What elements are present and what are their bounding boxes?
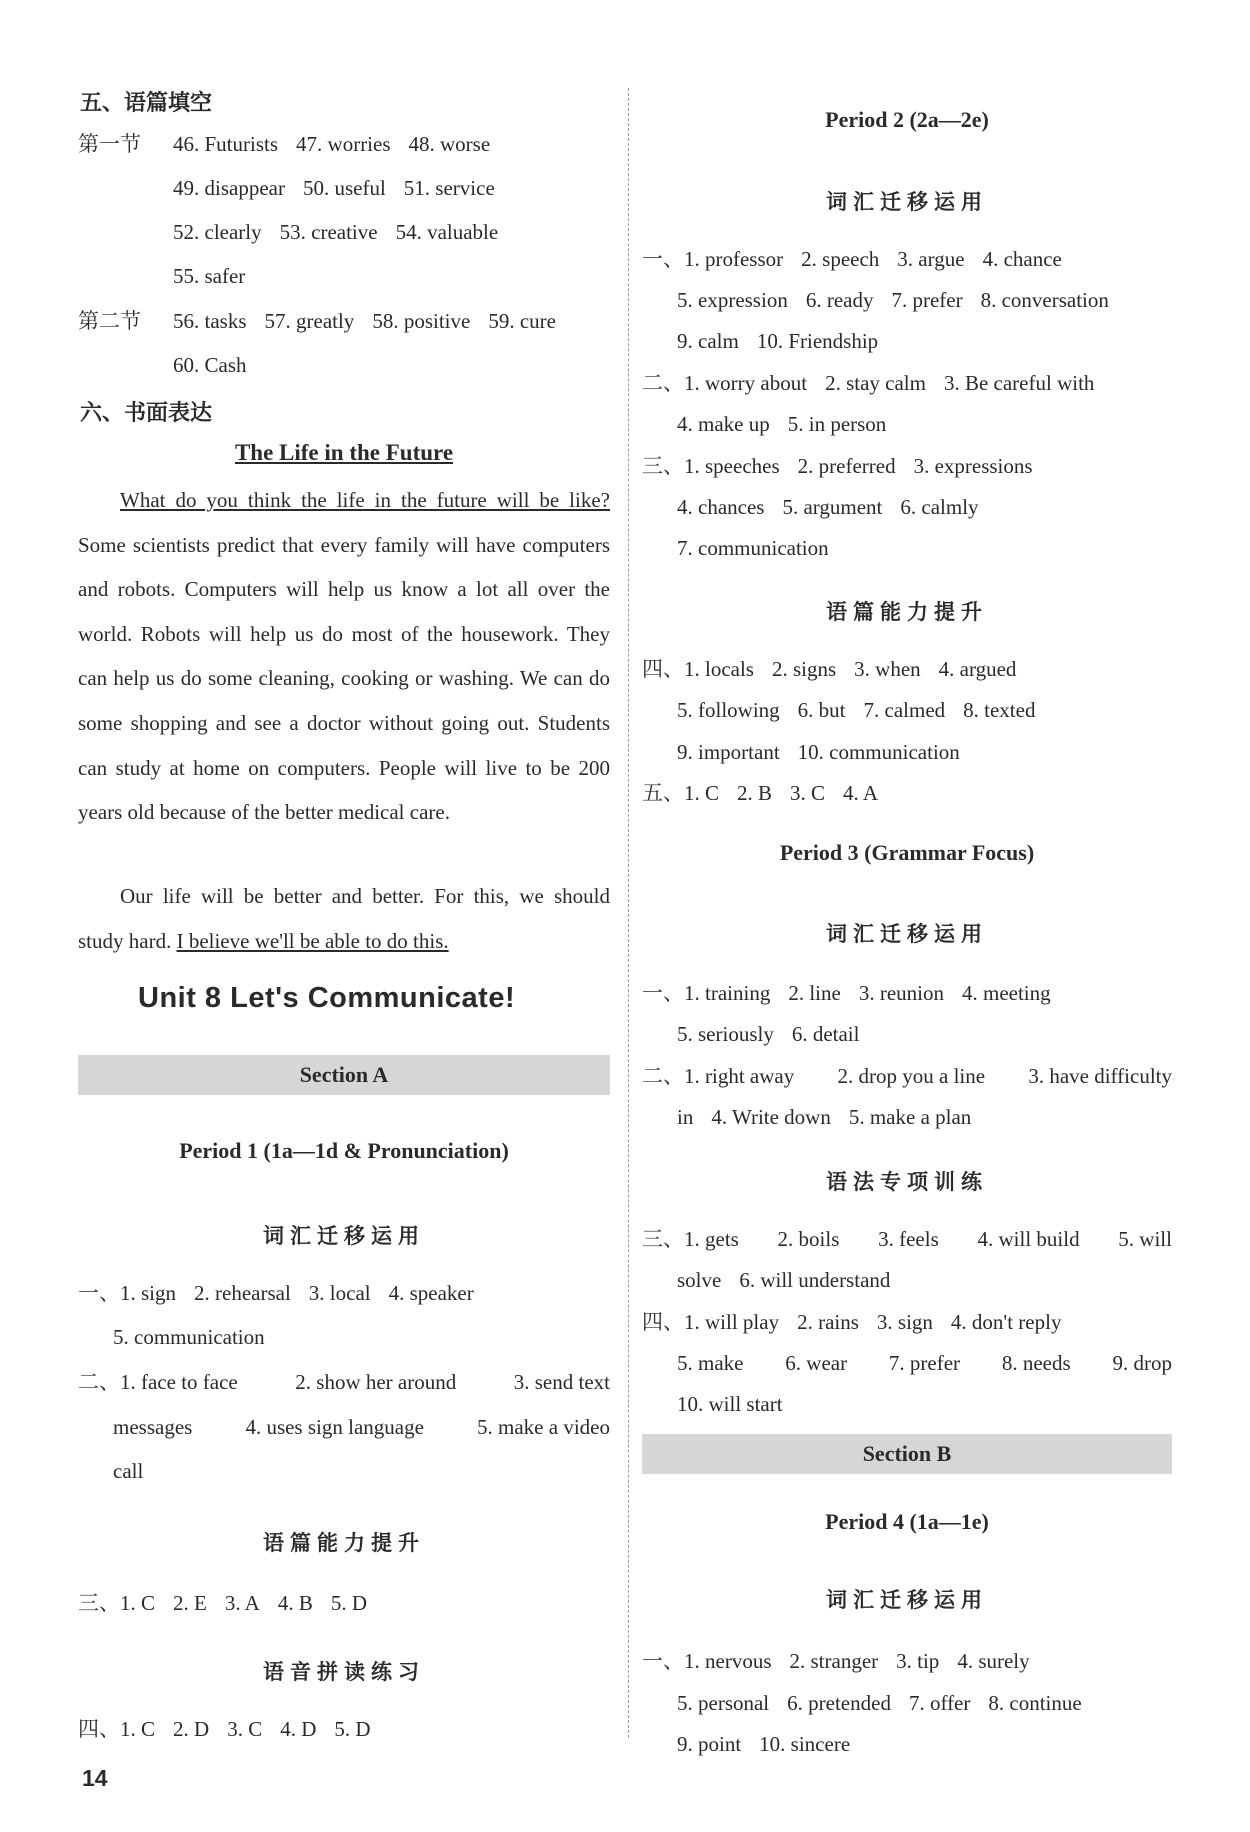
page-number: 14	[82, 1765, 108, 1791]
answer-item: 4. meeting	[961, 981, 1051, 1005]
answer-item: 3. expressions	[913, 454, 1033, 478]
answer-item: messages	[113, 1415, 193, 1439]
answer-item: in	[677, 1105, 694, 1129]
answer-row	[642, 453, 1033, 479]
answer-item: 4. B	[277, 1591, 313, 1615]
answer-item: 四、1. locals	[642, 657, 754, 681]
period-3-title: Period 3 (Grammar Focus)	[779, 840, 1035, 865]
answer-item: 56. tasks	[173, 309, 247, 333]
answer-item: 6. wear	[785, 1351, 848, 1375]
answer-item: 57. greatly	[264, 309, 355, 333]
answer-item: 49. disappear	[173, 176, 285, 200]
answer-item: 3. A	[224, 1591, 260, 1615]
answer-item: 4. will build	[977, 1227, 1080, 1251]
answer-item: 三、1. gets	[642, 1227, 739, 1251]
answer-row: 55. safer	[173, 264, 246, 288]
answer-item: 2. D	[173, 1717, 210, 1741]
answer-row	[642, 370, 1094, 396]
answer-item: 4. speaker	[388, 1281, 474, 1305]
vocab-heading: 词汇迁移运用	[826, 922, 988, 946]
answer-item: 二、1. face to face	[78, 1370, 238, 1394]
answer-item: 51. service	[403, 176, 495, 200]
essay-title: The Life in the Future	[234, 440, 454, 465]
answer-item: 10. will start	[677, 1392, 783, 1416]
answer-item: 四、1. will play	[642, 1310, 780, 1334]
answer-item: 4. make up	[677, 412, 770, 436]
answer-item: 3. when	[854, 657, 921, 681]
answer-item: 一、1. training	[642, 981, 771, 1005]
answer-item: 7. prefer	[891, 288, 963, 312]
answer-item: 59. cure	[488, 309, 556, 333]
answer-item: 5. make a plan	[848, 1105, 972, 1129]
column-divider	[628, 88, 629, 1738]
answer-row	[677, 1021, 859, 1047]
answer-item: 7. offer	[908, 1691, 971, 1715]
answer-item: 二、1. right away	[642, 1064, 795, 1088]
answer-item: 2. boils	[777, 1227, 840, 1251]
phonics-heading: 语音拼读练习	[263, 1660, 425, 1684]
answer-item: 3. feels	[878, 1227, 939, 1251]
answer-item: 53. creative	[279, 220, 378, 244]
answer-item: 8. continue	[988, 1691, 1082, 1715]
answer-row	[642, 1309, 1061, 1335]
answer-row	[677, 287, 1109, 313]
answer-item: 5. make	[677, 1351, 744, 1375]
vocab-heading: 词汇迁移运用	[263, 1224, 425, 1248]
answer-item: 5. in person	[787, 412, 887, 436]
essay-body: Our life will be better and better. For this, we should study hard.	[78, 884, 610, 953]
answer-item: 2. speech	[801, 247, 880, 271]
answer-item: 一、1. professor	[642, 247, 784, 271]
answer-row	[677, 494, 979, 520]
answer-item: 6. but	[797, 698, 846, 722]
answer-row	[642, 246, 1062, 272]
answer-row	[78, 1280, 474, 1306]
answer-row	[78, 1590, 367, 1616]
answer-item: 二、1. worry about	[642, 371, 808, 395]
answer-item: 6. detail	[791, 1022, 860, 1046]
answer-item: 7. calmed	[863, 698, 946, 722]
answer-item: 4. uses sign language	[245, 1415, 424, 1439]
answer-row	[677, 1267, 890, 1293]
answer-item: 2. stay calm	[825, 371, 926, 395]
answer-item: 一、1. sign	[78, 1281, 177, 1305]
answer-item: 五、1. C	[642, 781, 720, 805]
answer-item: 5. personal	[677, 1691, 770, 1715]
answer-item: 10. sincere	[759, 1732, 851, 1756]
answer-item: 2. E	[173, 1591, 207, 1615]
answer-item: 6. calmly	[900, 495, 979, 519]
answer-item: 5. expression	[677, 288, 788, 312]
answer-row	[642, 1648, 1030, 1674]
answer-item: 3. C	[790, 781, 826, 805]
answer-item: 9. important	[677, 740, 780, 764]
answer-item: 10. Friendship	[756, 329, 879, 353]
answer-item: 2. line	[788, 981, 841, 1005]
answer-row	[677, 739, 960, 765]
answer-item: 5. following	[677, 698, 780, 722]
answer-row	[78, 1716, 371, 1742]
answer-row: 60. Cash	[173, 353, 247, 377]
answer-row	[113, 1414, 610, 1440]
answer-row: call	[113, 1459, 144, 1483]
answer-item: 5. D	[334, 1717, 371, 1741]
answer-row	[642, 656, 1016, 682]
answer-item: 三、1. C	[78, 1591, 156, 1615]
section-a-bar: Section A	[78, 1055, 610, 1095]
answer-item: 7. prefer	[888, 1351, 961, 1375]
answer-item: 6. pretended	[787, 1691, 891, 1715]
answer-item: 4. argued	[938, 657, 1017, 681]
section-5-heading: 五、语篇填空	[80, 91, 213, 116]
answer-row	[677, 1690, 1082, 1716]
answer-row	[642, 980, 1051, 1006]
answer-row	[642, 1226, 1172, 1252]
answer-item: 4. don't reply	[950, 1310, 1062, 1334]
grammar-heading: 语法专项训练	[826, 1170, 988, 1194]
answer-row: 5. communication	[113, 1325, 265, 1349]
essay-closing: I believe we'll be able to do this.	[176, 928, 449, 953]
answer-item: 4. Write down	[711, 1105, 831, 1129]
answer-item: 4. D	[280, 1717, 317, 1741]
answer-item: 3. local	[308, 1281, 371, 1305]
answer-item: 58. positive	[372, 309, 471, 333]
section-6-heading: 六、书面表达	[80, 401, 213, 426]
unit-title: Unit 8 Let's Communicate!	[138, 982, 516, 1014]
answer-item: 2. B	[737, 781, 773, 805]
answer-item: 6. will understand	[739, 1268, 891, 1292]
answer-item: 3. C	[227, 1717, 263, 1741]
answer-item: 2. signs	[771, 657, 837, 681]
answer-item: 47. worries	[296, 132, 391, 156]
period-4-title: Period 4 (1a—1e)	[825, 1509, 989, 1534]
answer-item: 8. conversation	[980, 288, 1109, 312]
answer-row	[677, 1350, 1172, 1376]
answer-row	[173, 308, 556, 334]
answer-item: 4. surely	[957, 1649, 1030, 1673]
sub-label-1: 第一节	[78, 132, 141, 156]
answer-row: 7. communication	[677, 536, 829, 560]
answer-row	[677, 328, 878, 354]
answer-item: 5. make a video	[477, 1415, 610, 1439]
answer-item: 54. valuable	[395, 220, 499, 244]
answer-row	[677, 1391, 783, 1417]
answer-item: 6. ready	[805, 288, 874, 312]
section-b-bar: Section B	[642, 1434, 1172, 1474]
answer-item: 4. chance	[982, 247, 1062, 271]
answer-row	[677, 697, 1035, 723]
answer-row	[642, 1063, 1172, 1089]
answer-item: 9. calm	[677, 329, 739, 353]
vocab-heading: 词汇迁移运用	[826, 1588, 988, 1612]
answer-item: 52. clearly	[173, 220, 262, 244]
answer-item: 3. have difficulty	[1028, 1064, 1172, 1088]
answer-item: 5. seriously	[677, 1022, 774, 1046]
answer-item: 5. argument	[782, 495, 883, 519]
answer-item: 4. A	[843, 781, 879, 805]
essay-paragraph-2	[78, 874, 610, 963]
sub-label-2: 第二节	[78, 309, 141, 333]
answer-item: 8. texted	[963, 698, 1036, 722]
answer-item: 2. preferred	[797, 454, 896, 478]
answer-item: 2. rains	[797, 1310, 859, 1334]
essay-question: What do you think the life in the future will be like?	[120, 488, 610, 512]
answer-item: 2. drop you a line	[837, 1064, 986, 1088]
answer-item: 8. needs	[1001, 1351, 1071, 1375]
answer-item: 三、1. speeches	[642, 454, 780, 478]
answer-row	[642, 780, 878, 806]
answer-item: 48. worse	[408, 132, 491, 156]
answer-item: 9. drop	[1112, 1351, 1172, 1375]
answer-item: 3. tip	[896, 1649, 940, 1673]
answer-item: 50. useful	[302, 176, 386, 200]
answer-item: 一、1. nervous	[642, 1649, 772, 1673]
answer-item: 5. will	[1118, 1227, 1172, 1251]
answer-item: 5. D	[330, 1591, 368, 1615]
answer-row	[677, 1104, 971, 1130]
answer-item: 2. show her around	[295, 1370, 457, 1394]
answer-item: solve	[677, 1268, 722, 1292]
answer-item: 四、1. C	[78, 1717, 156, 1741]
answer-item: 4. chances	[677, 495, 765, 519]
essay-paragraph-1	[78, 478, 610, 835]
answer-item: 2. rehearsal	[194, 1281, 291, 1305]
answer-item: 2. stranger	[789, 1649, 879, 1673]
answer-row	[677, 411, 886, 437]
answer-item: 3. reunion	[858, 981, 944, 1005]
essay-body: Some scientists predict that every family will have computers and robots. Computers will help us know a lot all over the world. Robots will help us do most of the housework. They can help us do some cleaning, cooking or washing. We can do some shopping and see a doctor without going out. Students can study at home on computers. People will live to be 200 years old because of the better medical care.	[78, 532, 610, 825]
answer-row	[677, 1731, 850, 1757]
answer-row	[173, 175, 495, 201]
answer-item: 10. communication	[797, 740, 960, 764]
answer-item: 3. Be careful with	[943, 371, 1095, 395]
answer-item: 3. send text	[513, 1370, 610, 1394]
answer-row	[78, 1369, 610, 1395]
period-1-title: Period 1 (1a—1d & Pronunciation)	[179, 1138, 509, 1163]
vocab-heading: 词汇迁移运用	[826, 190, 988, 214]
reading-heading: 语篇能力提升	[826, 600, 988, 624]
period-2-title: Period 2 (2a—2e)	[825, 107, 989, 132]
answer-item: 3. sign	[876, 1310, 933, 1334]
answer-item: 3. argue	[897, 247, 965, 271]
answer-row	[173, 131, 490, 157]
reading-heading: 语篇能力提升	[263, 1531, 425, 1555]
answer-item: 9. point	[677, 1732, 742, 1756]
answer-item: 46. Futurists	[173, 132, 279, 156]
answer-row	[173, 219, 498, 245]
